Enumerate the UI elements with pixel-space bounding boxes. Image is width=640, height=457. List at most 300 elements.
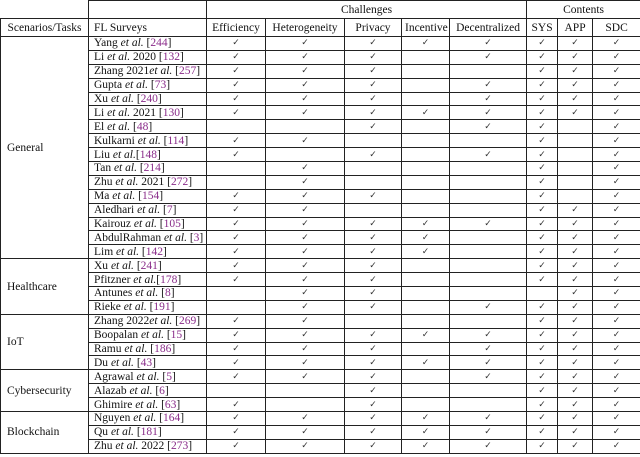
check-mark-icon: ✓ xyxy=(593,134,640,148)
check-mark-icon: ✓ xyxy=(207,189,266,203)
citation-link[interactable]: 142 xyxy=(145,245,164,258)
survey-author: Qu xyxy=(94,426,111,439)
et-al: et al. xyxy=(107,51,131,64)
check-mark-icon: ✓ xyxy=(527,217,558,231)
empty-cell xyxy=(450,259,527,273)
check-mark-icon: ✓ xyxy=(527,425,558,439)
check-mark-icon: ✓ xyxy=(450,50,527,64)
et-al: et al. xyxy=(113,162,137,175)
check-mark-icon: ✓ xyxy=(593,203,640,217)
check-mark-icon: ✓ xyxy=(558,398,593,412)
table-row xyxy=(1,412,640,426)
check-mark-icon: ✓ xyxy=(593,425,640,439)
check-mark-icon: ✓ xyxy=(558,300,593,314)
survey-cell xyxy=(89,356,207,370)
check-mark-icon: ✓ xyxy=(558,342,593,356)
check-mark-icon: ✓ xyxy=(345,370,402,384)
check-mark-icon: ✓ xyxy=(527,439,558,453)
check-mark-icon: ✓ xyxy=(207,203,266,217)
empty-cell xyxy=(450,231,527,245)
survey-text: [ xyxy=(159,370,167,383)
table-row xyxy=(1,64,640,78)
et-al: et al. xyxy=(115,440,139,453)
empty-cell xyxy=(207,120,266,134)
check-mark-icon: ✓ xyxy=(558,259,593,273)
survey-cell xyxy=(89,50,207,64)
et-al: et al. xyxy=(133,218,157,231)
check-mark-icon: ✓ xyxy=(593,328,640,342)
table-row xyxy=(1,439,640,453)
survey-text: [ xyxy=(147,343,155,356)
check-mark-icon: ✓ xyxy=(345,78,402,92)
survey-cell xyxy=(89,259,207,273)
citation-link[interactable]: 244 xyxy=(150,37,168,50)
check-mark-icon: ✓ xyxy=(527,245,558,259)
check-mark-icon: ✓ xyxy=(345,120,402,134)
et-al: et al. xyxy=(133,273,157,286)
survey-cell xyxy=(89,120,207,134)
col-header: SYS xyxy=(527,19,558,37)
check-mark-icon: ✓ xyxy=(593,259,640,273)
citation-link[interactable]: 191 xyxy=(153,301,171,314)
survey-text: ] xyxy=(157,426,162,439)
survey-author: Rieke xyxy=(94,301,124,314)
survey-author: Gupta xyxy=(94,79,125,92)
et-al: et al. xyxy=(136,370,160,383)
et-al: et al. xyxy=(110,93,134,105)
check-mark-icon: ✓ xyxy=(593,106,640,120)
survey-cell xyxy=(89,134,207,148)
check-mark-icon: ✓ xyxy=(345,287,402,301)
table-row xyxy=(1,231,640,245)
empty-cell xyxy=(558,148,593,162)
check-mark-icon: ✓ xyxy=(207,425,266,439)
empty-cell xyxy=(345,175,402,189)
check-mark-icon: ✓ xyxy=(207,134,266,148)
check-mark-icon: ✓ xyxy=(207,328,266,342)
empty-cell xyxy=(402,203,450,217)
check-mark-icon: ✓ xyxy=(450,425,527,439)
check-mark-icon: ✓ xyxy=(593,64,640,78)
survey-text: 2022 [ xyxy=(138,440,171,453)
check-mark-icon: ✓ xyxy=(266,231,345,245)
empty-cell xyxy=(345,314,402,328)
citation-link[interactable]: 130 xyxy=(162,106,180,119)
check-mark-icon: ✓ xyxy=(558,50,593,64)
check-mark-icon: ✓ xyxy=(558,328,593,342)
survey-text: ] xyxy=(167,37,172,50)
survey-text: [ xyxy=(130,120,137,133)
check-mark-icon: ✓ xyxy=(345,273,402,287)
empty-cell xyxy=(527,287,558,301)
check-mark-icon: ✓ xyxy=(558,314,593,328)
check-mark-icon: ✓ xyxy=(345,328,402,342)
empty-cell xyxy=(450,64,527,78)
et-al: et al. xyxy=(129,384,153,397)
survey-text: 2020 [ xyxy=(130,51,163,64)
check-mark-icon: ✓ xyxy=(207,342,266,356)
survey-cell xyxy=(89,273,207,287)
survey-text: 2021 [ xyxy=(130,106,163,119)
citation-link[interactable]: 241 xyxy=(140,259,158,272)
empty-cell xyxy=(345,162,402,176)
check-mark-icon: ✓ xyxy=(527,37,558,51)
citation-link[interactable]: 105 xyxy=(163,218,181,231)
check-mark-icon: ✓ xyxy=(266,356,345,370)
check-mark-icon: ✓ xyxy=(450,412,527,426)
survey-text: [ xyxy=(135,148,140,161)
check-mark-icon: ✓ xyxy=(593,370,640,384)
check-mark-icon: ✓ xyxy=(266,162,345,176)
scenarios-header: Scenarios/Tasks xyxy=(1,19,89,37)
check-mark-icon: ✓ xyxy=(207,245,266,259)
table-row xyxy=(1,148,640,162)
citation-link[interactable]: 154 xyxy=(141,190,160,203)
survey-text: ] xyxy=(159,190,164,203)
empty-cell xyxy=(402,162,450,176)
survey-text: [ xyxy=(152,384,160,397)
empty-cell xyxy=(266,120,345,134)
empty-header-cell xyxy=(1,1,89,19)
check-mark-icon: ✓ xyxy=(527,64,558,78)
check-mark-icon: ✓ xyxy=(450,356,527,370)
col-header: Heterogeneity xyxy=(266,19,345,37)
scenario-cell: Blockchain xyxy=(1,412,89,454)
citation-link[interactable]: 6 xyxy=(159,384,165,397)
header-column-row xyxy=(1,19,640,37)
survey-cell xyxy=(89,217,207,231)
empty-cell xyxy=(558,120,593,134)
check-mark-icon: ✓ xyxy=(527,78,558,92)
check-mark-icon: ✓ xyxy=(593,120,640,134)
col-header: Efficiency xyxy=(207,19,266,37)
survey-cell xyxy=(89,328,207,342)
citation-link[interactable]: 3 xyxy=(193,231,200,244)
check-mark-icon: ✓ xyxy=(207,314,266,328)
check-mark-icon: ✓ xyxy=(527,342,558,356)
check-mark-icon: ✓ xyxy=(266,175,345,189)
check-mark-icon: ✓ xyxy=(593,439,640,453)
survey-cell xyxy=(89,78,207,92)
et-al: et al. xyxy=(120,37,144,50)
check-mark-icon: ✓ xyxy=(266,425,345,439)
check-mark-icon: ✓ xyxy=(593,148,640,162)
contents-header: Contents xyxy=(527,1,640,19)
check-mark-icon: ✓ xyxy=(345,300,402,314)
check-mark-icon: ✓ xyxy=(266,106,345,120)
survey-text: [ xyxy=(163,329,171,342)
table-row xyxy=(1,245,640,259)
et-al: et al. xyxy=(135,398,159,411)
et-al: et al. xyxy=(137,204,161,217)
survey-text: [ xyxy=(147,79,155,92)
check-mark-icon: ✓ xyxy=(450,148,527,162)
challenges-header: Challenges xyxy=(207,1,527,19)
empty-cell xyxy=(402,148,450,162)
survey-text: [ xyxy=(146,301,154,314)
check-mark-icon: ✓ xyxy=(266,92,345,106)
empty-cell xyxy=(402,189,450,203)
check-mark-icon: ✓ xyxy=(527,231,558,245)
survey-text: [ xyxy=(156,273,161,286)
empty-cell xyxy=(266,398,345,412)
check-mark-icon: ✓ xyxy=(266,342,345,356)
check-mark-icon: ✓ xyxy=(450,120,527,134)
survey-text: [ xyxy=(133,259,141,272)
empty-cell xyxy=(207,384,266,398)
survey-author: Antunes xyxy=(94,287,136,300)
survey-author: AbdulRahman xyxy=(94,231,164,244)
check-mark-icon: ✓ xyxy=(207,231,266,245)
citation-link[interactable]: 132 xyxy=(162,51,180,64)
check-mark-icon: ✓ xyxy=(558,273,593,287)
check-mark-icon: ✓ xyxy=(345,425,402,439)
survey-text: ] xyxy=(182,329,187,342)
citation-link[interactable]: 43 xyxy=(140,356,153,369)
check-mark-icon: ✓ xyxy=(207,370,266,384)
table-row xyxy=(1,162,640,176)
check-mark-icon: ✓ xyxy=(402,439,450,453)
survey-text: [ xyxy=(158,287,165,300)
check-mark-icon: ✓ xyxy=(558,245,593,259)
check-mark-icon: ✓ xyxy=(266,439,345,453)
citation-link[interactable]: 5 xyxy=(166,370,172,383)
citation-link[interactable]: 73 xyxy=(154,79,167,92)
survey-text: ] xyxy=(163,245,167,258)
survey-cell xyxy=(89,37,207,51)
check-mark-icon: ✓ xyxy=(558,356,593,370)
empty-cell xyxy=(558,134,593,148)
citation-link[interactable]: 48 xyxy=(136,120,149,133)
table-row xyxy=(1,175,640,189)
check-mark-icon: ✓ xyxy=(402,37,450,51)
check-mark-icon: ✓ xyxy=(207,259,266,273)
table-row xyxy=(1,300,640,314)
survey-text: ] xyxy=(188,440,193,453)
check-mark-icon: ✓ xyxy=(345,342,402,356)
citation-link[interactable]: 240 xyxy=(140,93,158,105)
empty-cell xyxy=(402,314,450,328)
table-row xyxy=(1,78,640,92)
check-mark-icon: ✓ xyxy=(402,328,450,342)
empty-cell xyxy=(402,342,450,356)
table-row xyxy=(1,37,640,51)
survey-author: Nguyen xyxy=(94,412,134,425)
et-al: et al. xyxy=(107,120,131,133)
survey-author: Alazab xyxy=(94,384,130,397)
empty-cell xyxy=(450,314,527,328)
check-mark-icon: ✓ xyxy=(593,398,640,412)
check-mark-icon: ✓ xyxy=(527,273,558,287)
table-row xyxy=(1,370,640,384)
check-mark-icon: ✓ xyxy=(593,314,640,328)
survey-text: [ xyxy=(156,412,164,425)
check-mark-icon: ✓ xyxy=(207,106,266,120)
survey-author: Du xyxy=(94,356,111,369)
check-mark-icon: ✓ xyxy=(266,64,345,78)
empty-cell xyxy=(558,162,593,176)
empty-cell xyxy=(402,50,450,64)
empty-cell xyxy=(450,384,527,398)
col-header: SDC xyxy=(593,19,640,37)
citation-link[interactable]: 257 xyxy=(178,65,197,78)
check-mark-icon: ✓ xyxy=(527,175,558,189)
citation-link[interactable]: 114 xyxy=(167,134,185,147)
check-mark-icon: ✓ xyxy=(527,259,558,273)
empty-header-cell xyxy=(89,1,207,19)
check-mark-icon: ✓ xyxy=(558,412,593,426)
check-mark-icon: ✓ xyxy=(527,328,558,342)
check-mark-icon: ✓ xyxy=(345,384,402,398)
check-mark-icon: ✓ xyxy=(558,384,593,398)
check-mark-icon: ✓ xyxy=(402,412,450,426)
survey-text: ] xyxy=(171,343,176,356)
survey-author: Ghimire xyxy=(94,398,136,411)
survey-author: Ma xyxy=(94,190,113,203)
check-mark-icon: ✓ xyxy=(345,259,402,273)
check-mark-icon: ✓ xyxy=(402,425,450,439)
check-mark-icon: ✓ xyxy=(558,37,593,51)
et-al: et al. xyxy=(110,356,134,369)
survey-text: ] xyxy=(199,231,204,244)
table-row xyxy=(1,384,640,398)
check-mark-icon: ✓ xyxy=(345,245,402,259)
check-mark-icon: ✓ xyxy=(345,412,402,426)
table-row xyxy=(1,259,640,273)
table-row xyxy=(1,92,640,106)
table-row xyxy=(1,328,640,342)
et-al: et al. xyxy=(110,426,134,439)
check-mark-icon: ✓ xyxy=(593,342,640,356)
col-header: Privacy xyxy=(345,19,402,37)
check-mark-icon: ✓ xyxy=(345,398,402,412)
check-mark-icon: ✓ xyxy=(527,148,558,162)
citation-link[interactable]: 272 xyxy=(171,176,189,189)
survey-author: Zhu xyxy=(94,440,116,453)
check-mark-icon: ✓ xyxy=(593,231,640,245)
check-mark-icon: ✓ xyxy=(527,398,558,412)
survey-text: ] xyxy=(156,148,161,161)
col-header: Decentralized xyxy=(450,19,527,37)
check-mark-icon: ✓ xyxy=(402,356,450,370)
survey-cell xyxy=(89,425,207,439)
empty-cell xyxy=(207,175,266,189)
citation-link[interactable]: 63 xyxy=(164,398,177,411)
check-mark-icon: ✓ xyxy=(266,287,345,301)
check-mark-icon: ✓ xyxy=(593,162,640,176)
check-mark-icon: ✓ xyxy=(558,92,593,106)
table-row xyxy=(1,273,640,287)
check-mark-icon: ✓ xyxy=(207,64,266,78)
empty-cell xyxy=(402,398,450,412)
citation-link[interactable]: 214 xyxy=(143,162,161,175)
survey-text: [ xyxy=(135,190,142,203)
table-row xyxy=(1,398,640,412)
citation-link[interactable]: 164 xyxy=(163,412,181,425)
survey-cell xyxy=(89,370,207,384)
table-row xyxy=(1,189,640,203)
survey-text: 2021 [ xyxy=(138,176,171,189)
et-al: et al. xyxy=(115,176,139,189)
table-row xyxy=(1,356,640,370)
check-mark-icon: ✓ xyxy=(207,273,266,287)
citation-link[interactable]: 269 xyxy=(178,315,197,328)
table-row xyxy=(1,50,640,64)
check-mark-icon: ✓ xyxy=(527,314,558,328)
check-mark-icon: ✓ xyxy=(402,231,450,245)
citation-link[interactable]: 186 xyxy=(154,343,172,356)
empty-cell xyxy=(402,259,450,273)
survey-author: Boopalan xyxy=(94,329,141,342)
survey-text: [ xyxy=(133,426,141,439)
survey-text: ] xyxy=(176,398,181,411)
citation-link[interactable]: 181 xyxy=(140,426,158,439)
check-mark-icon: ✓ xyxy=(402,106,450,120)
surveys-header: FL Surveys xyxy=(89,19,207,37)
survey-text: [ xyxy=(158,398,165,411)
check-mark-icon: ✓ xyxy=(266,78,345,92)
citation-link[interactable]: 178 xyxy=(160,273,178,286)
citation-link[interactable]: 148 xyxy=(139,148,157,161)
check-mark-icon: ✓ xyxy=(266,314,345,328)
et-al: et al. xyxy=(163,231,187,244)
check-mark-icon: ✓ xyxy=(593,92,640,106)
table-body xyxy=(1,37,640,454)
empty-cell xyxy=(345,134,402,148)
survey-cell xyxy=(89,439,207,453)
check-mark-icon: ✓ xyxy=(527,300,558,314)
empty-cell xyxy=(450,273,527,287)
check-mark-icon: ✓ xyxy=(207,439,266,453)
check-mark-icon: ✓ xyxy=(558,64,593,78)
citation-link[interactable]: 7 xyxy=(166,204,173,217)
survey-text: [ xyxy=(172,315,179,328)
check-mark-icon: ✓ xyxy=(345,148,402,162)
check-mark-icon: ✓ xyxy=(266,273,345,287)
empty-cell xyxy=(450,162,527,176)
check-mark-icon: ✓ xyxy=(527,50,558,64)
citation-link[interactable]: 8 xyxy=(164,287,171,300)
empty-cell xyxy=(558,189,593,203)
survey-cell xyxy=(89,412,207,426)
survey-text: ] xyxy=(180,218,185,231)
survey-text: ] xyxy=(164,384,169,397)
check-mark-icon: ✓ xyxy=(402,217,450,231)
check-mark-icon: ✓ xyxy=(450,37,527,51)
survey-text: ] xyxy=(166,79,171,92)
survey-cell xyxy=(89,203,207,217)
table-row xyxy=(1,342,640,356)
citation-link[interactable]: 273 xyxy=(171,440,189,453)
check-mark-icon: ✓ xyxy=(593,50,640,64)
check-mark-icon: ✓ xyxy=(207,356,266,370)
check-mark-icon: ✓ xyxy=(527,370,558,384)
citation-link[interactable]: 15 xyxy=(170,329,183,342)
check-mark-icon: ✓ xyxy=(558,370,593,384)
check-mark-icon: ✓ xyxy=(593,273,640,287)
check-mark-icon: ✓ xyxy=(593,37,640,51)
et-al: et al. xyxy=(116,245,140,258)
check-mark-icon: ✓ xyxy=(266,217,345,231)
check-mark-icon: ✓ xyxy=(527,134,558,148)
check-mark-icon: ✓ xyxy=(527,189,558,203)
survey-text: ] xyxy=(157,93,162,105)
survey-cell xyxy=(89,64,207,78)
survey-text: ] xyxy=(180,412,185,425)
check-mark-icon: ✓ xyxy=(558,287,593,301)
check-mark-icon: ✓ xyxy=(558,439,593,453)
check-mark-icon: ✓ xyxy=(345,64,402,78)
